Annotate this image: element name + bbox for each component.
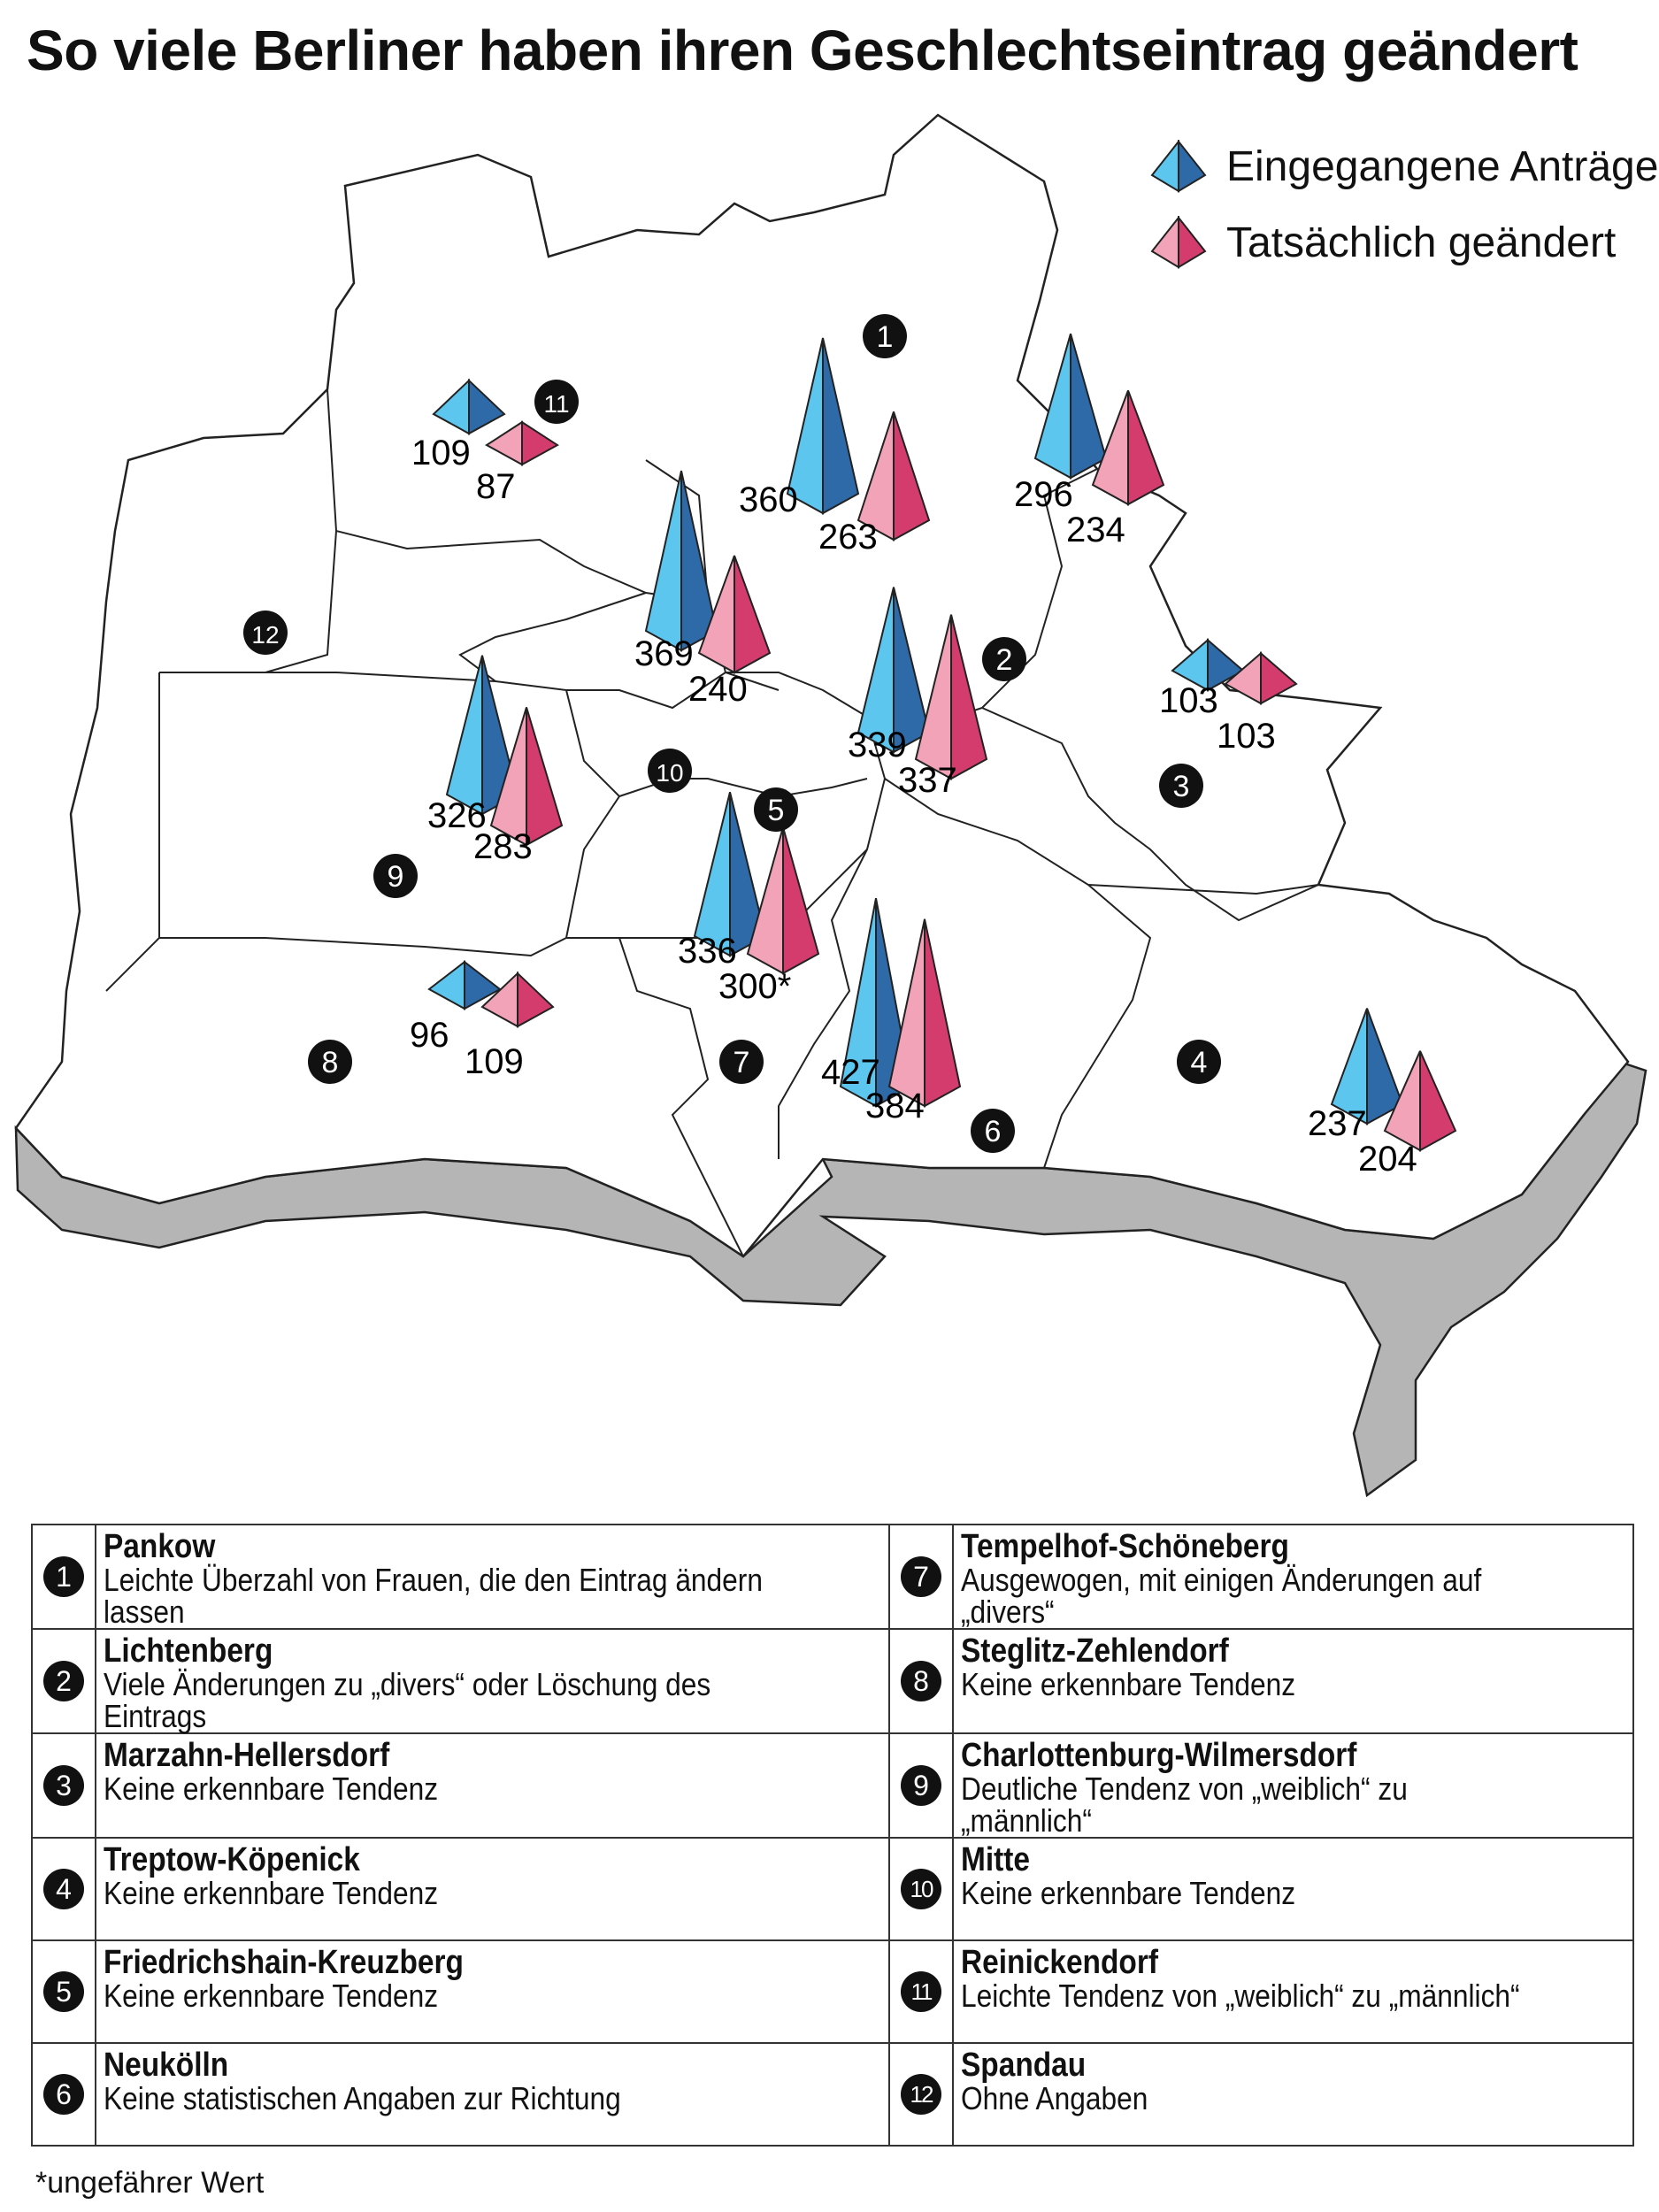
svg-text:3: 3 <box>1172 770 1190 803</box>
district-info-cell <box>96 2043 889 2146</box>
district-badge: 5 <box>43 1971 84 2012</box>
district-marker-6 <box>971 1109 1015 1153</box>
label-antraege-4: 237 <box>1308 1104 1367 1143</box>
district-description: Keine statistischen Angaben zur Richtung <box>104 2080 621 2116</box>
district-table <box>31 1524 1634 2147</box>
district-badge: 4 <box>43 1869 84 1909</box>
district-badge: 7 <box>901 1556 941 1597</box>
label-antraege-8: 96 <box>410 1016 449 1055</box>
district-description: Leichte Überzahl von Frauen, die den Eintrag ändern lassen <box>104 1562 763 1630</box>
label-antraege-9: 326 <box>427 796 487 835</box>
district-marker-5 <box>754 787 798 832</box>
district-name: Reinickendorf <box>961 1944 1158 1981</box>
district-description: Keine erkennbare Tendenz <box>961 1875 1296 1911</box>
bar-geaendert-7-side <box>1128 390 1164 504</box>
label-geaendert-4: 204 <box>1358 1140 1417 1179</box>
district-info-cell <box>96 1733 889 1838</box>
district-info-cell <box>96 1629 889 1733</box>
district-badge: 10 <box>901 1869 941 1909</box>
svg-text:2: 2 <box>995 643 1013 677</box>
label-geaendert-5: 300* <box>718 967 792 1006</box>
district-description: Deutliche Tendenz von „weiblich“ zu „männlich“ <box>961 1770 1408 1839</box>
district-description: Ohne Angaben <box>961 2080 1148 2116</box>
bar-antraege-7 <box>1035 334 1106 478</box>
table-row <box>32 1525 1633 1629</box>
district-marker-4 <box>1177 1040 1221 1084</box>
label-geaendert-9: 283 <box>473 827 533 866</box>
district-number-cell <box>32 1838 96 1940</box>
district-info-cell <box>96 1525 889 1629</box>
svg-text:5: 5 <box>767 794 785 827</box>
pink-pyramid-icon <box>1150 216 1207 269</box>
svg-text:11: 11 <box>543 390 570 418</box>
district-name: Spandau <box>961 2047 1087 2084</box>
blue-pyramid-icon <box>1150 140 1207 193</box>
district-number-cell <box>32 1525 96 1629</box>
district-number-cell <box>32 1733 96 1838</box>
label-geaendert-11: 87 <box>476 467 516 506</box>
district-badge: 1 <box>43 1556 84 1597</box>
district-marker-8 <box>308 1040 352 1084</box>
district-number-cell <box>889 1525 953 1629</box>
district-info-cell <box>953 1940 1633 2043</box>
district-marker-1 <box>863 314 907 358</box>
svg-text:8: 8 <box>321 1046 339 1079</box>
district-description: Leichte Tendenz von „weiblich“ zu „männlich“ <box>961 1978 1520 2014</box>
label-geaendert-10: 240 <box>688 670 748 709</box>
svg-text:10: 10 <box>656 759 684 787</box>
district-badge: 11 <box>901 1971 941 2012</box>
district-info-cell <box>953 2043 1633 2146</box>
page-title: So viele Berliner haben ihren Geschlechtseintrag geändert <box>27 19 1578 82</box>
label-geaendert-7: 234 <box>1066 511 1125 549</box>
legend-label-antraege: Eingegangene Anträge <box>1226 142 1659 190</box>
label-antraege-6: 427 <box>821 1053 880 1092</box>
legend-item-antraege <box>1150 128 1658 204</box>
label-antraege-11: 109 <box>411 434 471 472</box>
district-info-cell <box>96 1940 889 2043</box>
footnote: *ungefährer Wert <box>35 2166 265 2200</box>
district-name: Lichtenberg <box>104 1632 273 1670</box>
svg-text:6: 6 <box>984 1115 1002 1148</box>
svg-text:1: 1 <box>876 320 894 354</box>
district-info-cell <box>953 1629 1633 1733</box>
district-badge: 2 <box>43 1661 84 1701</box>
label-geaendert-8: 109 <box>465 1042 524 1081</box>
district-marker-3 <box>1159 764 1203 808</box>
district-number-cell <box>32 1940 96 2043</box>
district-number-cell <box>889 1940 953 2043</box>
district-name: Mitte <box>961 1841 1031 1878</box>
svg-text:12: 12 <box>251 621 280 649</box>
district-description: Keine erkennbare Tendenz <box>104 1770 439 1807</box>
legend <box>1150 128 1658 280</box>
district-number-cell <box>32 2043 96 2146</box>
bar-antraege-7-side <box>1071 334 1106 478</box>
label-antraege-1: 360 <box>739 480 798 519</box>
district-badge: 9 <box>901 1765 941 1806</box>
district-description: Keine erkennbare Tendenz <box>104 1875 439 1911</box>
district-marker-9 <box>373 854 418 898</box>
district-description: Viele Änderungen zu „divers“ oder Löschung des Eintrags <box>104 1666 711 1734</box>
table-row <box>32 1838 1633 1940</box>
district-name: Treptow-Köpenick <box>104 1841 360 1878</box>
district-marker-7 <box>719 1040 764 1084</box>
svg-text:9: 9 <box>387 860 404 894</box>
district-name: Marzahn-Hellersdorf <box>104 1737 390 1774</box>
district-description: Keine erkennbare Tendenz <box>104 1978 439 2014</box>
table-row <box>32 2043 1633 2146</box>
district-name: Pankow <box>104 1528 216 1565</box>
district-number-cell <box>889 2043 953 2146</box>
district-marker-11 <box>534 380 579 424</box>
label-geaendert-1: 263 <box>818 518 878 557</box>
district-marker-12 <box>243 611 288 655</box>
district-name: Charlottenburg-Wilmersdorf <box>961 1737 1357 1774</box>
district-badge: 3 <box>43 1765 84 1806</box>
svg-text:4: 4 <box>1190 1046 1208 1079</box>
district-info-cell <box>953 1838 1633 1940</box>
district-number-cell <box>32 1629 96 1733</box>
label-antraege-3: 103 <box>1159 681 1218 720</box>
label-antraege-5: 336 <box>678 932 737 971</box>
table-row <box>32 1940 1633 2043</box>
district-badge: 6 <box>43 2074 84 2115</box>
district-badge: 12 <box>901 2074 941 2115</box>
legend-label-geaendert: Tatsächlich geändert <box>1226 219 1617 266</box>
district-description: Keine erkennbare Tendenz <box>961 1666 1296 1702</box>
district-marker-10 <box>648 749 692 793</box>
district-info-cell <box>96 1838 889 1940</box>
label-antraege-2: 339 <box>848 726 907 764</box>
table-row <box>32 1733 1633 1838</box>
label-geaendert-3: 103 <box>1217 717 1276 756</box>
district-description: Ausgewogen, mit einigen Änderungen auf „divers“ <box>961 1562 1482 1630</box>
district-number-cell <box>889 1629 953 1733</box>
label-antraege-7: 296 <box>1014 475 1073 514</box>
district-name: Neukölln <box>104 2047 229 2084</box>
district-badge: 8 <box>901 1661 941 1701</box>
district-marker-2 <box>982 637 1026 681</box>
district-number-cell <box>889 1733 953 1838</box>
district-info-cell <box>953 1733 1633 1838</box>
table-row <box>32 1629 1633 1733</box>
legend-item-geaendert <box>1150 204 1658 280</box>
label-geaendert-6: 384 <box>865 1087 925 1125</box>
district-name: Steglitz-Zehlendorf <box>961 1632 1229 1670</box>
label-antraege-10: 369 <box>634 634 694 673</box>
district-number-cell <box>889 1838 953 1940</box>
district-name: Tempelhof-Schöneberg <box>961 1528 1289 1565</box>
district-info-cell <box>953 1525 1633 1629</box>
svg-text:7: 7 <box>733 1046 750 1079</box>
district-name: Friedrichshain-Kreuzberg <box>104 1944 464 1981</box>
label-geaendert-2: 337 <box>898 761 957 800</box>
